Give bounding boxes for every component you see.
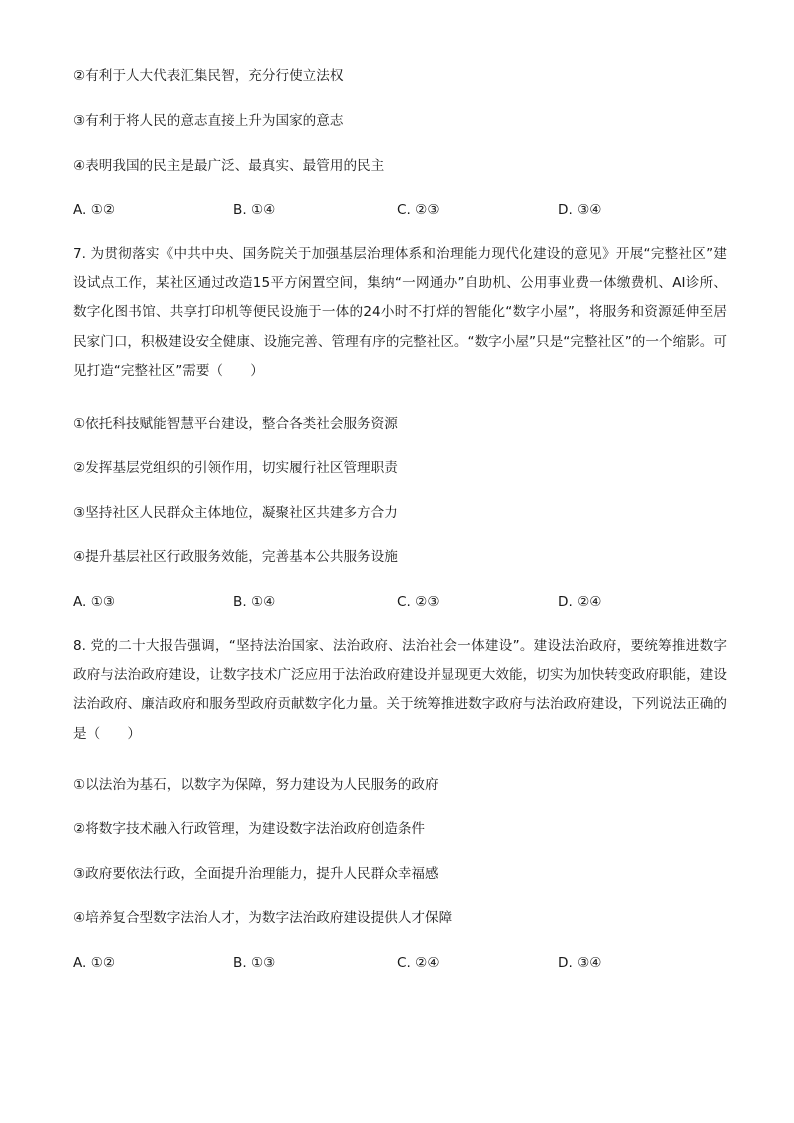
q7-option-d[interactable]: D. ②④	[558, 594, 602, 610]
q8-option-c[interactable]: C. ②④	[397, 955, 440, 971]
prev-statement-4: ④表明我国的民主是最广泛、最真实、最管用的民主	[73, 158, 385, 174]
q7-statement-3: ③坚持社区人民群众主体地位，凝聚社区共建多方合力	[73, 505, 398, 521]
q7-statement-2: ②发挥基层党组织的引领作用，切实履行社区管理职责	[73, 460, 398, 476]
q8-option-b[interactable]: B. ①③	[233, 955, 276, 971]
prev-option-a[interactable]: A. ①②	[73, 202, 116, 218]
q8-stem: 8. 党的二十大报告强调，“坚持法治国家、法治政府、法治社会一体建设”。建设法治政府，要统筹推进数字政府与法治政府建设，让数字技术广泛应用于法治政府建设并显现更大效能，切实为加快转变政府职能，建设法治政府、廉洁政府和服务型政府贡献数字化力量。关于统筹推进数字政府与法治政府建设，下列说法正确的是（ ）	[73, 638, 727, 742]
prev-options	[73, 201, 727, 219]
q7-option-a[interactable]: A. ①③	[73, 594, 116, 610]
q8-statement-1: ①以法治为基石，以数字为保障，努力建设为人民服务的政府	[73, 777, 439, 793]
q8-statement-4: ④培养复合型数字法治人才，为数字法治政府建设提供人才保障	[73, 910, 453, 926]
q7-statement-4: ④提升基层社区行政服务效能，完善基本公共服务设施	[73, 549, 398, 565]
prev-statement-2: ②有利于人大代表汇集民智，充分行使立法权	[73, 68, 344, 84]
prev-statement-3: ③有利于将人民的意志直接上升为国家的意志	[73, 113, 344, 129]
q8-option-a[interactable]: A. ①②	[73, 955, 116, 971]
q7-statement-1: ①依托科技赋能智慧平台建设，整合各类社会服务资源	[73, 416, 398, 432]
prev-option-b[interactable]: B. ①④	[233, 202, 276, 218]
q7-options	[73, 593, 727, 611]
q8-statement-3: ③政府要依法行政，全面提升治理能力，提升人民群众幸福感	[73, 866, 439, 882]
q7-option-b[interactable]: B. ①④	[233, 594, 276, 610]
q8-options	[73, 954, 727, 972]
q8-option-d[interactable]: D. ③④	[558, 955, 602, 971]
q8-statement-2: ②将数字技术融入行政管理，为建设数字法治政府创造条件	[73, 821, 426, 837]
prev-option-d[interactable]: D. ③④	[558, 202, 602, 218]
q7-stem: 7. 为贯彻落实《中共中央、国务院关于加强基层治理体系和治理能力现代化建设的意见》开展“完整社区”建设试点工作，某社区通过改造15平方闲置空间，集纳“一网通办”自助机、公用事业费一体缴费机、AI诊所、数字化图书馆、共享打印机等便民设施于一体的24小时不打烊的智能化“数字小屋”，将服务和资源延伸至居民家门口，积极建设安全健康、设施完善、管理有序的完整社区。“数字小屋”只是“完整社区”的一个缩影。可见打造“完整社区”需要（ ）	[73, 246, 727, 379]
prev-option-c[interactable]: C. ②③	[397, 202, 440, 218]
q7-option-c[interactable]: C. ②③	[397, 594, 440, 610]
